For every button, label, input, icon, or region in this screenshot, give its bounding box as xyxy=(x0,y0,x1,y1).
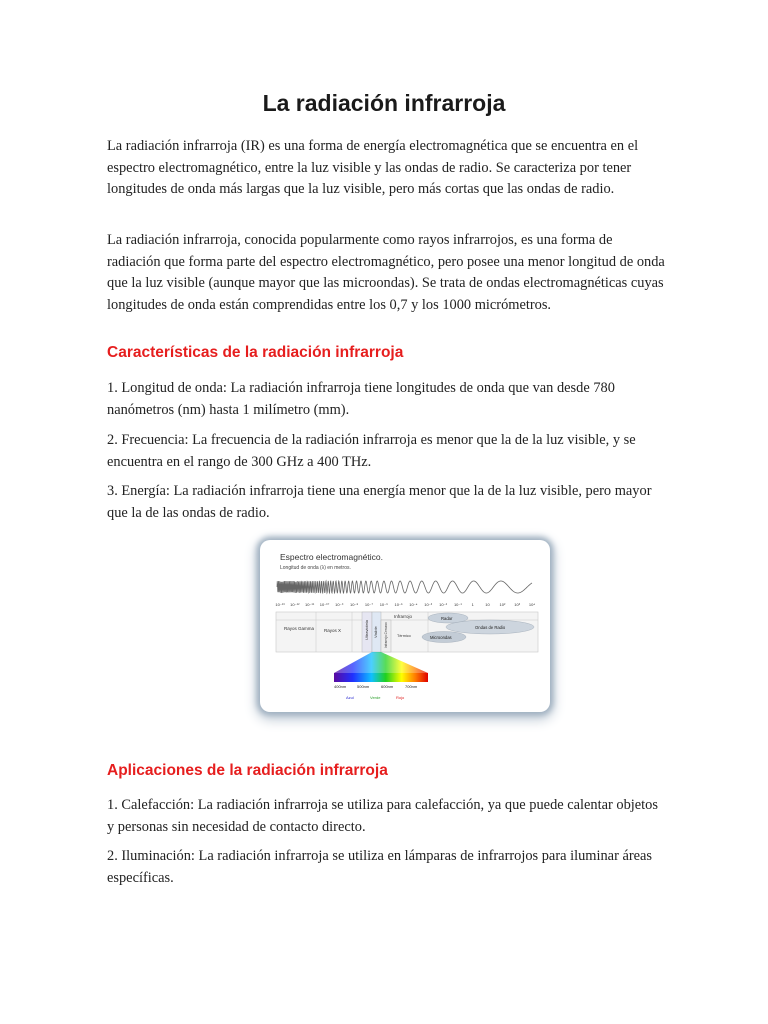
figure-title: Espectro electromagnético. xyxy=(280,552,383,562)
thermal-label: Térmico xyxy=(397,634,411,638)
application-item-heating: 1. Calefacción: La radiación infrarroja se utiliza para calefacción, ya que puede calentar objetos y personas sin necesidad de contacto directo. xyxy=(107,797,658,835)
wavelength-tick-label: 10³ xyxy=(514,602,521,607)
wavelength-tick-label: 10⁻⁶ xyxy=(379,602,388,607)
wavelength-tick-label: 10² xyxy=(499,602,506,607)
wavelength-tick-label: 10⁻¹³ xyxy=(275,602,285,607)
wavelength-tick-label: 10⁻³ xyxy=(424,602,433,607)
radio-label: Ondas de Radio xyxy=(475,625,506,630)
microwave-label: Microondas xyxy=(430,635,452,640)
wavelength-tick-label: 10⁻⁴ xyxy=(409,602,418,607)
page-title: La radiación infrarroja xyxy=(262,90,506,116)
color-label-blue: Azul xyxy=(346,695,354,700)
characteristic-item-wavelength: 1. Longitud de onda: La radiación infrarroja tiene longitudes de onda que van desde 780 nanómetros (nm) hasta 1 milímetro (mm). xyxy=(107,380,615,418)
characteristic-item-frequency: 2. Frecuencia: La frecuencia de la radiación infrarroja es menor que la de la luz visible, y se encuentra en el rango de 300 GHz a 400 THz. xyxy=(107,432,636,470)
visible-label: Visible xyxy=(373,626,378,638)
intro-paragraph-2: La radiación infrarroja, conocida popularmente como rayos infrarrojos, es una forma de radiación que forma parte del espectro electromagnético, pero posee una menor longitud de onda que la luz visible (aunque mayor que las microondas). Se trata de ondas electromagnéticas cuyas longitudes de onda están comprendidas entre los 0,7 y los 1000 micrómetros. xyxy=(107,232,665,313)
characteristic-item-energy: 3. Energía: La radiación infrarroja tiene una energía menor que la de la luz visible, pero mayor que la de las ondas de radio. xyxy=(107,483,652,521)
scale-400nm: 400nm xyxy=(334,684,347,689)
characteristics-heading: Características de la radiación infrarroja xyxy=(107,344,404,361)
xray-label: Rayos X xyxy=(324,628,342,633)
gamma-label: Rayos Gamma xyxy=(284,626,315,631)
infrared-label: Infrarrojo xyxy=(394,614,413,619)
wavelength-tick-label: 10⁻¹⁰ xyxy=(319,602,330,607)
wavelength-tick-label: 10⁻⁹ xyxy=(335,602,344,607)
scale-500nm: 500nm xyxy=(357,684,370,689)
applications-heading: Aplicaciones de la radiación infrarroja xyxy=(107,762,388,779)
spectrum-diagram xyxy=(260,540,550,712)
spectrum-figure xyxy=(260,540,550,712)
color-label-green: Verde xyxy=(370,695,381,700)
wavelength-tick-label: 10⁻¹ xyxy=(453,602,462,607)
wavelength-tick-label: 10⁻⁸ xyxy=(349,602,359,607)
wavelength-tick-label: 10⁻⁷ xyxy=(364,602,373,607)
wavelength-ticks xyxy=(275,602,535,607)
wavelength-tick-label: 1 xyxy=(471,602,474,607)
wavelength-tick-label: 10⁴ xyxy=(528,602,536,607)
wavelength-tick-label: 10⁻⁵ xyxy=(394,602,403,607)
wavelength-tick-label: 10⁻² xyxy=(439,602,448,607)
intro-paragraph-1: La radiación infrarroja (IR) es una forma de energía electromagnética que se encuentra en el espectro electromagnético, entre la luz visible y las ondas de radio. Se caracteriza por tener longitudes de onda más largas que la luz visible, pero más cortas que las ondas de radio. xyxy=(107,138,639,197)
color-label-red: Rojo xyxy=(396,695,405,700)
wavelength-tick-label: 10 xyxy=(485,602,490,607)
figure-subtitle: Longitud de onda (λ) en metros. xyxy=(280,565,351,571)
near-ir-label: Infrarrojo Cercano xyxy=(384,622,388,648)
uv-label: Ultravioleta xyxy=(364,619,369,640)
application-item-lighting: 2. Iluminación: La radiación infrarroja se utiliza en lámparas de infrarrojos para iluminar áreas específicas. xyxy=(107,848,653,886)
visible-light-fan xyxy=(334,652,428,673)
scale-600nm: 600nm xyxy=(381,684,394,689)
scale-700nm: 700nm xyxy=(405,684,418,689)
wavelength-tick-label: 10⁻¹² xyxy=(290,602,300,607)
visible-spectrum-bar xyxy=(334,673,428,682)
radar-label: Radar xyxy=(441,616,453,621)
wavelength-tick-label: 10⁻¹¹ xyxy=(304,602,315,607)
wavelength-wave xyxy=(277,581,532,593)
